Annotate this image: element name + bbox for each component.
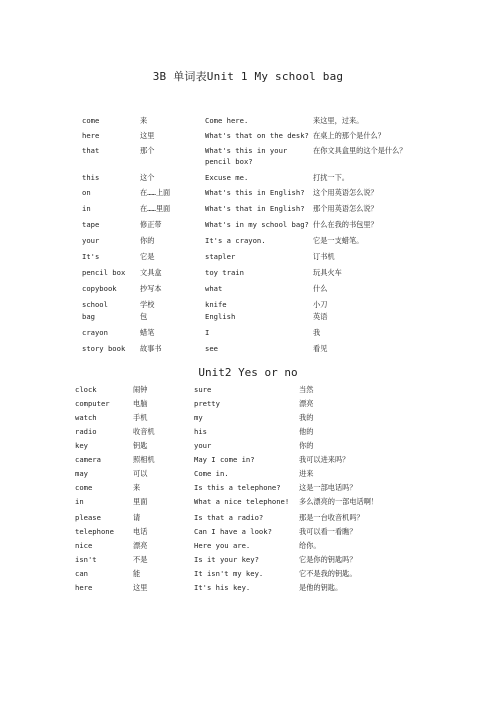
phrase-meaning: 你的: [299, 441, 314, 450]
phrase: pretty: [194, 399, 220, 408]
phrase: What's that in English?: [205, 204, 305, 213]
word: camera: [75, 455, 101, 464]
phrase-meaning: 我可以看一看瞧？: [299, 527, 357, 536]
word: telephone: [75, 527, 114, 536]
word: in: [82, 204, 91, 213]
word-meaning: 手机: [133, 413, 148, 422]
phrase: Come here.: [205, 116, 249, 125]
phrase-meaning: 我: [313, 328, 321, 337]
phrase: his: [194, 427, 207, 436]
word-meaning: 学校: [140, 300, 155, 309]
word-meaning: 故事书: [140, 344, 162, 353]
phrase: What's this in English?: [205, 188, 305, 197]
phrase: Here you are.: [194, 541, 251, 550]
word: copybook: [82, 284, 117, 293]
phrase: I: [205, 328, 210, 337]
word: computer: [75, 399, 110, 408]
phrase: What's in my school bag?: [205, 220, 309, 229]
phrase: Is this a telephone?: [194, 483, 281, 492]
word: clock: [75, 385, 97, 394]
word: this: [82, 173, 100, 182]
phrase: Is that a radio?: [194, 513, 264, 522]
word: in: [75, 497, 84, 506]
phrase-meaning: 我可以进来吗？: [299, 455, 350, 464]
phrase-meaning: 它是一支蜡笔。: [313, 236, 364, 245]
word-meaning: 闹钟: [133, 385, 148, 394]
phrase-meaning: 当然: [299, 385, 314, 394]
word-meaning: 不是: [133, 555, 148, 564]
phrase-meaning: 那是一台收音机吗？: [299, 513, 364, 522]
word-meaning: 收音机: [133, 427, 155, 436]
phrase-meaning: 进来: [299, 469, 314, 478]
word: school: [82, 300, 108, 309]
phrase-meaning: 这是一部电话吗？: [299, 483, 357, 492]
phrase-meaning: 我的: [299, 413, 314, 422]
phrase: It isn't my key.: [194, 569, 264, 578]
word: come: [75, 483, 93, 492]
word-meaning: 在……上面: [140, 188, 171, 197]
phrase-meaning: 这个用英语怎么说？: [313, 188, 378, 197]
word: here: [82, 131, 100, 140]
word-meaning: 这个: [140, 173, 155, 182]
word-meaning: 你的: [140, 236, 155, 245]
phrase-meaning: 漂亮: [299, 399, 314, 408]
phrase: It's a crayon.: [205, 236, 266, 245]
word: bag: [82, 312, 95, 321]
word: can: [75, 569, 88, 578]
word-meaning: 能: [133, 569, 141, 578]
word-meaning: 来: [140, 116, 148, 125]
word-meaning: 电话: [133, 527, 148, 536]
word-meaning: 电脑: [133, 399, 148, 408]
phrase-meaning: 多么漂亮的一部电话啊！: [299, 497, 379, 506]
phrase-meaning: 那个用英语怎么说？: [313, 204, 378, 213]
word-meaning: 那个: [140, 146, 155, 155]
phrase: toy train: [205, 268, 244, 277]
unit2-title: Unit2 Yes or no: [198, 366, 298, 379]
word-meaning: 包: [140, 312, 148, 321]
phrase-meaning: 什么: [313, 284, 328, 293]
phrase-meaning: 打扰一下。: [313, 173, 349, 182]
word-meaning: 漂亮: [133, 541, 148, 550]
phrase-meaning: 来这里，过来。: [313, 116, 364, 125]
word-meaning: 钥匙: [133, 441, 148, 450]
phrase-meaning: 在桌上的那个是什么？: [313, 131, 385, 140]
phrase: What a nice telephone!: [194, 497, 290, 506]
phrase-meaning: 在你文具盒里的这个是什么？: [313, 146, 407, 155]
phrase: knife: [205, 300, 227, 309]
phrase-meaning: 它是你的钥匙吗？: [299, 555, 357, 564]
word-meaning: 文具盒: [140, 268, 162, 277]
phrase-meaning: 订书机: [313, 252, 335, 261]
phrase-meaning: 它不是我的钥匙。: [299, 569, 357, 578]
phrase: What's this in your pencil box?: [205, 146, 288, 166]
phrase: It's his key.: [194, 583, 251, 592]
word: crayon: [82, 328, 108, 337]
phrase: English: [205, 312, 236, 321]
phrase: Come in.: [194, 469, 229, 478]
word: tape: [82, 220, 100, 229]
phrase: my: [194, 413, 203, 422]
word-meaning: 蜡笔: [140, 328, 155, 337]
phrase: Excuse me.: [205, 173, 249, 182]
phrase: What's that on the desk?: [205, 131, 309, 140]
word: key: [75, 441, 88, 450]
phrase: what: [205, 284, 223, 293]
word-meaning: 在……里面: [140, 204, 171, 213]
word: on: [82, 188, 91, 197]
word: come: [82, 116, 100, 125]
phrase-meaning: 看见: [313, 344, 328, 353]
phrase: May I come in?: [194, 455, 255, 464]
word: isn't: [75, 555, 97, 564]
word-meaning: 它是: [140, 252, 155, 261]
word: story book: [82, 344, 126, 353]
word: here: [75, 583, 93, 592]
phrase-meaning: 英语: [313, 312, 328, 321]
phrase-meaning: 小刀: [313, 300, 328, 309]
word-meaning: 请: [133, 513, 141, 522]
word-meaning: 照相机: [133, 455, 155, 464]
word: watch: [75, 413, 97, 422]
word: please: [75, 513, 101, 522]
phrase: your: [194, 441, 212, 450]
word-meaning: 抄写本: [140, 284, 162, 293]
unit1-title: 3B 单词表Unit 1 My school bag: [152, 70, 344, 83]
phrase: stapler: [205, 252, 236, 261]
phrase-meaning: 他的: [299, 427, 314, 436]
word-meaning: 这里: [133, 583, 148, 592]
word-meaning: 可以: [133, 469, 148, 478]
phrase: Is it your key?: [194, 555, 259, 564]
phrase-meaning: 什么在我的书包里？: [313, 220, 378, 229]
word-meaning: 来: [133, 483, 141, 492]
word: your: [82, 236, 100, 245]
phrase: Can I have a look?: [194, 527, 272, 536]
phrase: see: [205, 344, 218, 353]
word: may: [75, 469, 88, 478]
word: radio: [75, 427, 97, 436]
phrase: sure: [194, 385, 212, 394]
word: nice: [75, 541, 93, 550]
word: It's: [82, 252, 100, 261]
word: that: [82, 146, 100, 155]
word-meaning: 这里: [140, 131, 155, 140]
word-meaning: 里面: [133, 497, 148, 506]
phrase-meaning: 给你。: [299, 541, 321, 550]
word-meaning: 修正带: [140, 220, 162, 229]
word: pencil box: [82, 268, 126, 277]
phrase-meaning: 是他的钥匙。: [299, 583, 343, 592]
phrase-meaning: 玩具火车: [313, 268, 342, 277]
